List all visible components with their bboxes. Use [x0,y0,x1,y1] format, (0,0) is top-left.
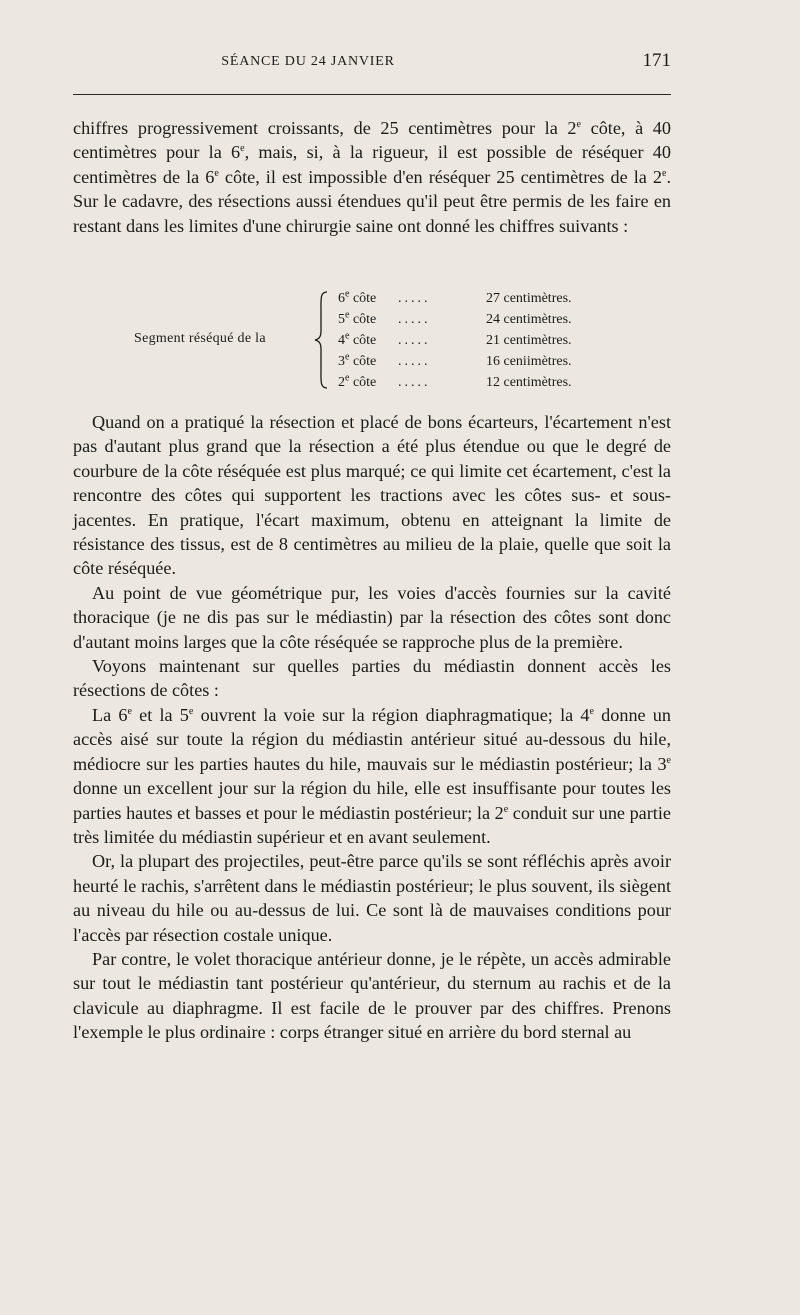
rib-value: 12 centimètres. [486,375,572,390]
text-block-top [73,116,671,238]
paragraph-2: Quand on a pratiqué la résection et placé de bons écarteurs, l'écartement n'est pas d'autant plus grand que la résection a été plus étendue ou que le degré de courbure de la côte réséquée est plus marqué; ce qui limite cet écartement, c'est la rencontre des côtes qui supportent les tractions avec les côtes sus- et sous-jacentes. En pratique, l'écart maximum, obtenu en atteignant la limite de résistance des tissus, est de 8 centimètres au milieu de la plaie, quelle que soit la côte réséquée. [73,412,671,579]
rib-label: 2e côte [338,372,377,390]
text-run: côte, il est impossible d'en réséquer 25 centimètres de la 2 [218,166,662,187]
rib-label: 4e côte [338,330,377,348]
text-block-main [73,410,671,1045]
table-row [338,351,678,374]
superscript: e [576,118,581,130]
text-run: ouvrent la voie sur la région diaphragmatique; la 4 [193,704,590,725]
paragraph-7: Par contre, le volet thoracique antérieur donne, je le répète, un accès admirable sur tout le médiastin tant postérieur qu'antérieur, du sternum au rachis et de la clavicule au diaphragme. Il est facile de le prouver par des chiffres. Prenons l'exemple le plus ordinaire : corps étranger situé en arrière du bord sternal au [73,948,671,1043]
paragraph-6: Or, la plupart des projectiles, peut-être parce qu'ils se sont réfléchis après avoir heurté le rachis, s'arrêtent dans le médiastin postérieur; le plus souvent, ils siègent au niveau du hile ou au-dessus de lui. Ce sont là de mauvaises conditions pour l'accès par résection costale unique. [73,851,671,945]
leader-dots: ..... [398,312,431,327]
text-run: chiffres progressivement croissants, de 25 centimètres pour la 2 [73,118,577,138]
superscript: e [662,167,667,179]
paragraph-3: Au point de vue géométrique pur, les voies d'accès fournies sur la cavité thoracique (je ne dis pas sur le médiastin) par la résection des côtes sont donc d'autant moins larges que la côte réséquée se rapproche plus de la première. [73,582,671,652]
running-title: SÉANCE DU 24 JANVIER [221,54,395,69]
paragraph-1 [73,116,671,238]
superscript: e [214,167,219,179]
text-run: La 6 [92,704,128,725]
text-run: et la 5 [131,704,189,725]
text-run: côte, à 40 centimètres pour la 6 [73,118,671,163]
leader-dots: ..... [398,354,431,369]
brace-icon [313,291,329,389]
superscript: e [240,143,245,155]
rib-value: 21 centimètres. [486,333,572,348]
page-header [73,48,671,76]
table-row [338,288,678,311]
page-number: 171 [642,50,671,71]
rib-label: 6e côte [338,288,377,306]
rib-label: 5e côte [338,309,377,327]
superscript: e [589,705,594,717]
text-run: conduit sur une partie très limitée du médiastin supérieur et en avant seulement. [73,802,671,847]
rib-value: 27 centimètres. [486,291,572,306]
table-row [338,309,678,332]
superscript: e [127,705,132,717]
text-run: donne un accès aisé sur toute la région du médiastin antérieur situé au-dessous du hile, médiocre sur les parties hautes du hile, mauvais sur le médiastin postérieur; la 3 [73,704,671,774]
leader-dots: ..... [398,375,431,390]
paragraph-4: Voyons maintenant sur quelles parties du médiastin donnent accès les résections de côtes : [73,656,671,701]
text-run: , mais, si, à la rigueur, il est possible de réséquer 40 centimètres de la 6 [73,142,671,187]
text-run: . Sur le cadavre, des résections aussi étendues qu'il peut être permis de les faire en restant dans les limites d'une chirurgie saine ont donné les chiffres suivants : [73,166,671,236]
leader-dots: ..... [398,333,431,348]
superscript: e [666,754,671,766]
resection-table [73,289,671,394]
rib-value: 24 centimètres. [486,312,572,327]
rib-label: 3e côte [338,351,377,369]
table-row [338,330,678,353]
leader-dots: ..... [398,291,431,306]
table-row [338,372,678,395]
header-rule [73,94,671,95]
rib-value: 16 ceniimètres. [486,354,572,369]
segment-label: Segment réséqué de la [134,331,266,346]
text-run: donne un excellent jour sur la région du hile, elle est insuffisante pour toutes les parties hautes et basses et pour le médiastin postérieur; la 2 [73,778,671,823]
superscript: e [503,803,509,815]
superscript: e [188,705,194,717]
paragraph-5 [73,703,671,849]
